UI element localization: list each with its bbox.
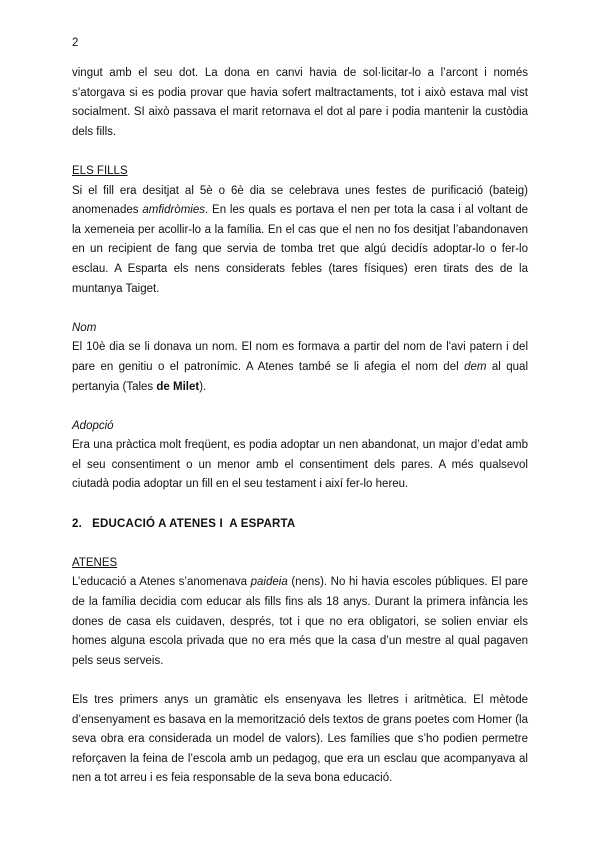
els-fills-text-b: . En les quals es portava el nen per tota la casa i al voltant de la xemeneia per acollir-lo a la família. En el cas que el nen no fos desitjat l’abandonaven en un recipient de fang que servia de tomba tret que algú decidís adoptar-lo o fer-lo esclau. A Esparta els nens considerats febles (tares físiques) eren tirats des de la muntanya Taiget.	[72, 204, 528, 295]
nom-text-a: El 10è dia se li donava un nom. El nom es formava a partir del nom de l'avi patern i del pare en genitiu o el patronímic. A Atenes també se li afegia el nom del	[72, 341, 528, 373]
atenes1-text-b: (nens). No hi havia escoles públiques. El pare de la família decidia com educar als fills fins als 18 anys. Durant la primera infància les dones de casa els cuidaven, després, tot i que no era obligatori, se solien enviar els homes alguna escola privada que no era més que la casa d’un mestre al qual pagaven pels seus serveis.	[72, 576, 528, 667]
nom-paragraph	[72, 338, 528, 397]
intro-text: vingut amb el seu dot. La dona en canvi havia de sol·licitar-lo a l’arcont i només s’atorgava si es podia provar que havia sofert maltractaments, tot i això estava mal vist socialment. SI això passava el marit retornava el dot al pare i podia mantenir la custòdia dels fills.	[72, 67, 528, 138]
adopcio-paragraph	[72, 436, 528, 495]
heading-adopcio: Adopció	[72, 419, 114, 432]
term-de-milet: de Milet	[156, 380, 200, 393]
nom-text-b: al qual pertanyia (Tales	[72, 360, 528, 393]
els-fills-paragraph	[72, 182, 528, 300]
term-paideia: paideia	[250, 576, 288, 589]
atenes-paragraph-1	[72, 573, 528, 671]
atenes1-text-a: L’educació a Atenes s’anomenava	[72, 576, 251, 589]
adopcio-text: Era una pràctica molt freqüent, es podia adoptar un nen abandonat, un major d’edat amb el seu consentiment o un menor amb el consentiment dels pares. A més qualsevol ciutadà podia adoptar un fill en el seu testament i així fer-lo hereu.	[72, 439, 528, 491]
page-body	[72, 64, 528, 789]
els-fills-text-a: Si el fill era desitjat al 5è o 6è dia se celebrava unes festes de purificació (bateig) anomenades	[72, 184, 528, 217]
atenes2-text: Els tres primers anys un gramàtic els ensenyava les lletres i aritmètica. El mètode d’ensenyament es basava en la memorització dels textos de grans poetes com Homer (la seva obra era considerada un model de valors). Les famílies que s’ho podien permetre reforçaven la feina de l’escola amb un pedagog, que era un esclau que acompanyava al nen a tot arreu i es feia responsable de la seva bona educació.	[72, 694, 528, 785]
term-dem: dem	[464, 360, 487, 373]
section-heading-educacio: 2. EDUCACIÓ A ATENES I A ESPARTA	[72, 517, 296, 530]
nom-text-c: ).	[199, 380, 207, 393]
term-amfidromies: amfidròmies	[142, 204, 205, 217]
heading-els-fills: ELS FILLS	[72, 164, 128, 177]
atenes-paragraph-2	[72, 691, 528, 789]
intro-paragraph	[72, 64, 528, 142]
heading-atenes: ATENES	[72, 556, 118, 569]
heading-nom: Nom	[72, 321, 97, 334]
page-number: 2	[72, 37, 79, 49]
